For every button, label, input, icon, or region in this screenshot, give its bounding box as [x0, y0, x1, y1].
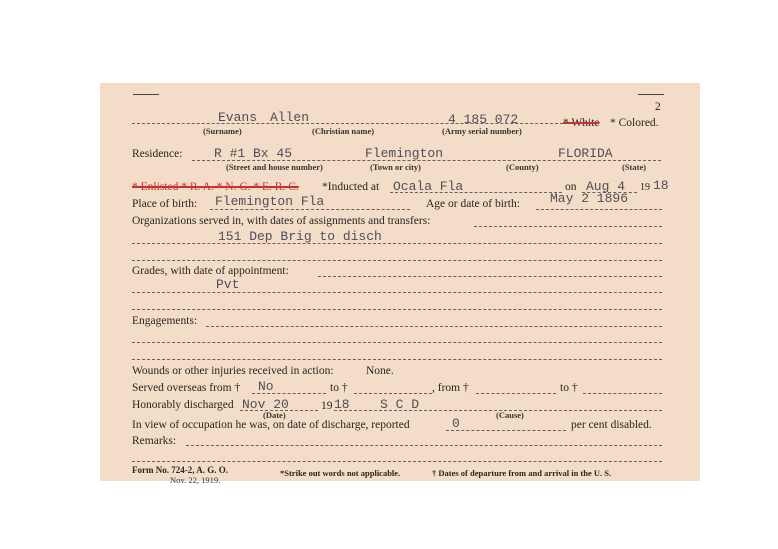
enlistment-options-struck: * Enlisted * R. A. * N. G. * E. R. C. — [132, 181, 299, 193]
form-date: Nov. 22, 1919. — [170, 475, 221, 485]
birth-date-value: May 2 1896 — [550, 191, 629, 206]
overseas-from-label-2: , from † — [432, 382, 469, 394]
race-white-struck: * White — [563, 117, 600, 129]
discharge-cause-caption: (Cause) — [496, 410, 524, 420]
induction-place-value: Ocala Fla — [393, 179, 464, 194]
state-value: FLORIDA — [558, 146, 613, 161]
overseas-to-label-1: to † — [330, 382, 348, 394]
residence-label: Residence: — [132, 148, 183, 160]
induction-year-prefix: 19 — [640, 182, 650, 193]
surname-caption: (Surname) — [203, 126, 242, 136]
overseas-value: No — [258, 379, 274, 394]
induction-date-value: Aug 4 — [586, 179, 626, 194]
organizations-line-2 — [132, 243, 662, 244]
grades-line-3 — [132, 309, 662, 310]
card-number: 2 — [655, 101, 661, 113]
organizations-line-1 — [474, 226, 662, 227]
engagements-line-2 — [132, 342, 662, 343]
remarks-line-1 — [186, 445, 662, 446]
organizations-value: 151 Dep Brig to disch — [218, 229, 382, 244]
induction-year-value: 18 — [653, 178, 669, 193]
christian-name-value: Allen — [270, 110, 310, 125]
grades-line-2 — [132, 292, 662, 293]
served-overseas-label: Served overseas from † — [132, 382, 241, 394]
serial-number-value: 4 185 072 — [448, 112, 519, 127]
discharge-year-value: 18 — [334, 397, 350, 412]
wounds-label: Wounds or other injuries received in action: — [132, 365, 334, 377]
top-right-rule — [638, 94, 664, 95]
strike-out-note: *Strike out words not applicable. — [280, 468, 401, 478]
street-value: R #1 Bx 45 — [214, 146, 293, 161]
place-of-birth-line — [210, 209, 410, 210]
remarks-label: Remarks: — [132, 435, 177, 447]
remarks-line-2 — [132, 461, 662, 462]
discharge-date-caption: (Date) — [263, 410, 286, 420]
top-left-rule — [133, 94, 159, 95]
state-caption: (State) — [622, 162, 647, 172]
engagements-line-3 — [132, 359, 662, 360]
place-of-birth-value: Flemington Fla — [215, 194, 325, 209]
wounds-value: None. — [366, 365, 394, 377]
organizations-line-3 — [132, 260, 662, 261]
engagements-line-1 — [206, 326, 662, 327]
grades-line-1 — [318, 276, 662, 277]
serial-caption: (Army serial number) — [442, 126, 522, 136]
street-caption: (Street and house number) — [226, 162, 323, 172]
birth-date-line — [536, 209, 662, 210]
form-number: Form No. 724-2, A. G. O. — [132, 465, 228, 475]
christian-name-caption: (Christian name) — [312, 126, 375, 136]
disability-suffix: per cent disabled. — [571, 419, 652, 431]
birth-date-label: Age or date of birth: — [426, 198, 520, 210]
overseas-from-line-2 — [476, 393, 556, 394]
overseas-to-label-2: to † — [560, 382, 578, 394]
grades-label: Grades, with date of appointment: — [132, 265, 289, 277]
inducted-at-label: *Inducted at — [322, 181, 380, 193]
dates-note: † Dates of departure from and arrival in the U. S. — [432, 468, 612, 478]
disability-label: In view of occupation he was, on date of discharge, reported — [132, 419, 410, 431]
overseas-to-line-2 — [583, 393, 662, 394]
surname-value: Evans — [218, 110, 258, 125]
town-value: Flemington — [365, 146, 444, 161]
race-colored: * Colored. — [610, 117, 659, 129]
discharge-date-value: Nov 20 — [242, 397, 289, 412]
on-label: on — [565, 181, 577, 193]
disability-line — [446, 430, 566, 431]
discharge-year-prefix: 19 — [321, 400, 333, 412]
overseas-to-line-1 — [354, 393, 432, 394]
town-caption: (Town or city) — [370, 162, 421, 172]
grades-value: Pvt — [216, 277, 240, 292]
engagements-label: Engagements: — [132, 315, 198, 327]
place-of-birth-label: Place of birth: — [132, 198, 198, 210]
discharge-cause-value: S C D — [380, 397, 420, 412]
discharged-label: Honorably discharged — [132, 399, 234, 411]
disability-value: 0 — [452, 416, 460, 431]
county-caption: (County) — [506, 162, 539, 172]
organizations-label: Organizations served in, with dates of assignments and transfers: — [132, 215, 431, 227]
service-record-card — [100, 83, 700, 485]
